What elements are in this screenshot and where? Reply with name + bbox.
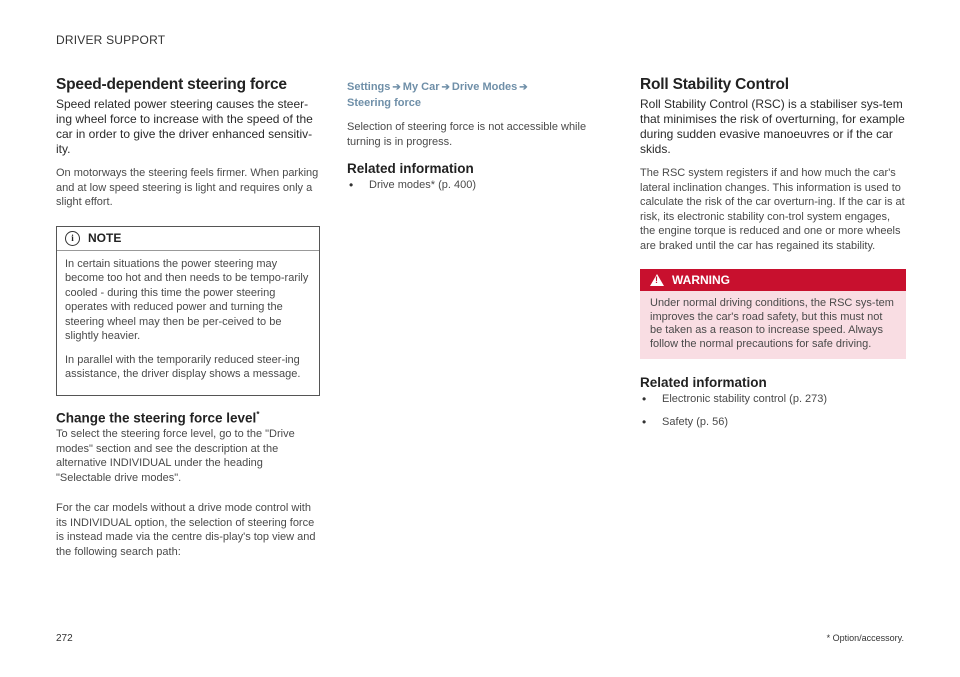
warning-triangle-icon: ! xyxy=(650,274,664,286)
footnote: * Option/accessory. xyxy=(826,633,904,643)
menu-path xyxy=(347,80,617,110)
arrow-right-icon: ➔ xyxy=(392,82,401,93)
path-item: Settings xyxy=(347,81,391,93)
body-paragraph: For the car models without a drive mode control with its INDIVIDUAL option, the selection of steering force is instead made via the centre dis-play's top view and the following search path: xyxy=(56,502,316,558)
section-title: Roll Stability Control xyxy=(640,76,789,93)
option-mark: * xyxy=(256,409,260,419)
note-paragraph: In certain situations the power steering may become too hot and then needs to be tempo-rarily cooled - during this time the power steering operates with reduced power and turning the steering wheel may then be per-ceived to be slightly heavier. xyxy=(65,257,309,342)
section-header: DRIVER SUPPORT xyxy=(56,33,166,47)
column-left xyxy=(56,76,320,568)
column-right xyxy=(640,76,906,437)
section-title: Speed-dependent steering force xyxy=(56,76,287,93)
body-paragraph: Selection of steering force is not accessible while turning is in progress. xyxy=(347,121,587,148)
subsection-title-text: Change the steering force level xyxy=(56,410,257,425)
warning-body: Under normal driving conditions, the RSC sys-tem improves the car's road safety, but this must not be taken as a reason to increase speed. Always follow the normal precautions for safe driving. xyxy=(650,297,894,350)
related-link[interactable]: • Safety (p. 56) xyxy=(640,415,906,430)
warning-box xyxy=(640,269,906,359)
page-number: 272 xyxy=(56,633,73,644)
column-middle xyxy=(347,80,617,201)
note-header xyxy=(57,227,319,251)
body-paragraph: To select the steering force level, go to the "Drive modes" section and see the description at the alternative INDIVIDUAL under the heading "Selectable drive modes". xyxy=(56,428,295,484)
warning-label: WARNING xyxy=(672,273,730,287)
note-body xyxy=(57,251,319,395)
body-paragraph: The RSC system registers if and how much the car's lateral inclination changes. This information is used to calculate the risk of the car overturn-ing. If the car is at risk, its electronic stability con-trol system engages, the engine torque is reduced and one or more wheels are braked until the car has regained its stability. xyxy=(640,167,905,252)
body-paragraph: On motorways the steering feels firmer. When parking and at low speed steering is light and requires only a slight effort. xyxy=(56,167,319,208)
related-title: Related information xyxy=(640,375,767,390)
path-item: Drive Modes xyxy=(451,81,518,93)
related-list xyxy=(347,178,617,193)
note-box xyxy=(56,226,320,396)
note-label: NOTE xyxy=(88,231,122,245)
lead-paragraph: Speed related power steering causes the steer-ing wheel force to increase with the speed of the car in order to give the driver enhanced sensitiv-ity. xyxy=(56,97,313,156)
subsection-title xyxy=(56,410,320,426)
info-icon: i xyxy=(65,231,80,246)
related-link[interactable]: • Electronic stability control (p. 273) xyxy=(640,392,906,407)
path-item: My Car xyxy=(402,81,440,93)
note-paragraph: In parallel with the temporarily reduced steer-ing assistance, the driver display shows a message. xyxy=(65,353,301,380)
related-title: Related information xyxy=(347,161,474,176)
related-list xyxy=(640,392,906,429)
warning-header xyxy=(640,269,906,291)
path-item: Steering force xyxy=(347,96,421,109)
arrow-right-icon: ➔ xyxy=(441,82,450,93)
related-link[interactable]: • Drive modes* (p. 400) xyxy=(347,178,617,193)
lead-paragraph: Roll Stability Control (RSC) is a stabiliser sys-tem that minimises the risk of overturning, for example during sudden evasive manoeuvres or if the car skids. xyxy=(640,97,905,156)
arrow-right-icon: ➔ xyxy=(519,82,528,93)
